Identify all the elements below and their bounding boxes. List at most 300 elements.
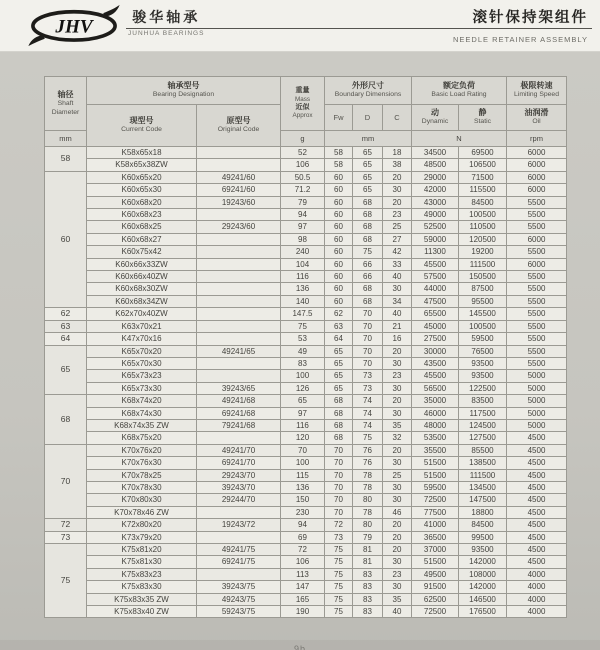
cell-fw: 75	[325, 581, 353, 593]
cell-original-code: 19243/60	[197, 196, 281, 208]
cell-original-code: 49241/75	[197, 544, 281, 556]
table-row	[45, 382, 567, 394]
cell-limiting-speed: 5500	[507, 209, 567, 221]
cell-mass: 126	[281, 382, 325, 394]
cell-d: 68	[353, 233, 383, 245]
cell-dynamic-load: 59000	[412, 233, 459, 245]
cell-dynamic-load: 29000	[412, 171, 459, 183]
cell-dynamic-load: 27500	[412, 333, 459, 345]
cell-static-load: 93500	[459, 357, 507, 369]
cell-limiting-speed: 5000	[507, 370, 567, 382]
cell-original-code	[197, 432, 281, 444]
cell-current-code: K65x70x20	[87, 345, 197, 357]
col-header-fw: Fw	[325, 105, 353, 131]
cell-original-code: 29243/70	[197, 469, 281, 481]
cell-current-code: K58x65x18	[87, 147, 197, 159]
cell-c: 40	[383, 606, 412, 618]
cell-dynamic-load: 56500	[412, 382, 459, 394]
cell-current-code: K62x70x40ZW	[87, 308, 197, 320]
cell-current-code: K65x73x23	[87, 370, 197, 382]
cell-original-code	[197, 258, 281, 270]
cell-fw: 70	[325, 444, 353, 456]
cell-dynamic-load: 52500	[412, 221, 459, 233]
cell-d: 70	[353, 333, 383, 345]
cell-limiting-speed: 4500	[507, 531, 567, 543]
cell-static-load: 83500	[459, 395, 507, 407]
table-row	[45, 345, 567, 357]
cell-current-code: K65x73x30	[87, 382, 197, 394]
cell-limiting-speed: 4500	[507, 519, 567, 531]
cell-limiting-speed: 4500	[507, 457, 567, 469]
cell-mass: 52	[281, 147, 325, 159]
cell-c: 32	[383, 432, 412, 444]
table-row	[45, 432, 567, 444]
cell-d: 75	[353, 432, 383, 444]
cell-dynamic-load: 91500	[412, 581, 459, 593]
cell-limiting-speed: 5500	[507, 196, 567, 208]
cell-d: 68	[353, 283, 383, 295]
cell-limiting-speed: 4500	[507, 444, 567, 456]
cell-static-load: 93500	[459, 544, 507, 556]
table-row	[45, 469, 567, 481]
table-row	[45, 506, 567, 518]
cell-original-code: 69241/60	[197, 184, 281, 196]
cell-limiting-speed: 6000	[507, 233, 567, 245]
cell-c: 23	[383, 209, 412, 221]
cell-mass: 116	[281, 271, 325, 283]
cell-mass: 147.5	[281, 308, 325, 320]
table-row	[45, 556, 567, 568]
cell-d: 80	[353, 494, 383, 506]
cell-mass: 240	[281, 246, 325, 258]
cell-current-code: K70x78x46 ZW	[87, 506, 197, 518]
cell-original-code: 69241/70	[197, 457, 281, 469]
cell-current-code: K75x83x35 ZW	[87, 593, 197, 605]
cell-original-code	[197, 295, 281, 307]
cell-dynamic-load: 53500	[412, 432, 459, 444]
cell-fw: 60	[325, 184, 353, 196]
cell-c: 30	[383, 407, 412, 419]
cell-static-load: 93500	[459, 370, 507, 382]
cell-c: 30	[383, 581, 412, 593]
cell-fw: 75	[325, 593, 353, 605]
cell-fw: 60	[325, 171, 353, 183]
cell-static-load: 124500	[459, 419, 507, 431]
cell-shaft-diameter: 60	[45, 171, 87, 307]
cell-limiting-speed: 5000	[507, 395, 567, 407]
cell-c: 40	[383, 308, 412, 320]
cell-original-code: 49241/70	[197, 444, 281, 456]
cell-current-code: K60x66x40ZW	[87, 271, 197, 283]
cell-limiting-speed: 5000	[507, 419, 567, 431]
cell-original-code: 49241/60	[197, 171, 281, 183]
cell-limiting-speed: 4500	[507, 469, 567, 481]
cell-original-code: 69241/68	[197, 407, 281, 419]
cell-c: 30	[383, 283, 412, 295]
cell-mass: 75	[281, 320, 325, 332]
cell-limiting-speed: 5500	[507, 283, 567, 295]
cell-original-code	[197, 370, 281, 382]
cell-fw: 75	[325, 544, 353, 556]
cell-original-code	[197, 159, 281, 171]
cell-limiting-speed: 6000	[507, 184, 567, 196]
cell-dynamic-load: 77500	[412, 506, 459, 518]
cell-mass: 115	[281, 469, 325, 481]
cell-limiting-speed: 6000	[507, 171, 567, 183]
cell-d: 81	[353, 556, 383, 568]
cell-shaft-diameter: 63	[45, 320, 87, 332]
cell-c: 20	[383, 171, 412, 183]
cell-dynamic-load: 48500	[412, 159, 459, 171]
cell-mass: 147	[281, 581, 325, 593]
cell-c: 34	[383, 295, 412, 307]
cell-d: 74	[353, 395, 383, 407]
cell-dynamic-load: 47500	[412, 295, 459, 307]
cell-current-code: K75x81x30	[87, 556, 197, 568]
cell-fw: 75	[325, 606, 353, 618]
cell-static-load: 87500	[459, 283, 507, 295]
cell-mass: 83	[281, 357, 325, 369]
cell-current-code: K73x79x20	[87, 531, 197, 543]
cell-static-load: 76500	[459, 345, 507, 357]
cell-fw: 75	[325, 556, 353, 568]
col-header-shaft-diameter: 轴径 Shaft Diameter	[45, 77, 87, 131]
cell-current-code: K60x65x30	[87, 184, 197, 196]
cell-c: 38	[383, 159, 412, 171]
cell-fw: 60	[325, 209, 353, 221]
cell-limiting-speed: 5000	[507, 407, 567, 419]
table-row	[45, 184, 567, 196]
cell-dynamic-load: 37000	[412, 544, 459, 556]
cell-original-code: 29243/60	[197, 221, 281, 233]
cell-d: 70	[353, 345, 383, 357]
cell-original-code: 29244/70	[197, 494, 281, 506]
unit-load-n: N	[412, 131, 507, 147]
cell-d: 78	[353, 506, 383, 518]
cell-c: 25	[383, 469, 412, 481]
cell-dynamic-load: 42000	[412, 184, 459, 196]
cell-d: 68	[353, 221, 383, 233]
cell-original-code	[197, 320, 281, 332]
cell-static-load: 108000	[459, 568, 507, 580]
cell-static-load: 117500	[459, 407, 507, 419]
cell-mass: 106	[281, 159, 325, 171]
cell-c: 35	[383, 419, 412, 431]
cell-fw: 60	[325, 283, 353, 295]
table-row	[45, 333, 567, 345]
cell-original-code	[197, 283, 281, 295]
page-title	[453, 6, 588, 44]
cell-limiting-speed: 5000	[507, 382, 567, 394]
cell-static-load: 134500	[459, 481, 507, 493]
cell-fw: 68	[325, 407, 353, 419]
cell-static-load: 99500	[459, 531, 507, 543]
brand-name-cn: 骏华轴承	[132, 9, 201, 25]
logo-text: JHV	[55, 16, 93, 38]
cell-original-code	[197, 308, 281, 320]
cell-limiting-speed: 5500	[507, 246, 567, 258]
table-row	[45, 196, 567, 208]
cell-mass: 98	[281, 233, 325, 245]
cell-static-load: 84500	[459, 519, 507, 531]
cell-original-code	[197, 147, 281, 159]
cell-d: 68	[353, 209, 383, 221]
cell-c: 30	[383, 556, 412, 568]
table-row	[45, 320, 567, 332]
cell-d: 70	[353, 308, 383, 320]
cell-original-code	[197, 333, 281, 345]
cell-d: 74	[353, 407, 383, 419]
cell-shaft-diameter: 58	[45, 147, 87, 172]
cell-d: 78	[353, 469, 383, 481]
table-row	[45, 395, 567, 407]
cell-fw: 60	[325, 196, 353, 208]
cell-static-load: 146500	[459, 593, 507, 605]
cell-static-load: 150500	[459, 271, 507, 283]
cell-d: 83	[353, 568, 383, 580]
cell-dynamic-load: 36500	[412, 531, 459, 543]
cell-fw: 60	[325, 233, 353, 245]
cell-c: 30	[383, 357, 412, 369]
cell-mass: 70	[281, 444, 325, 456]
cell-dynamic-load: 48000	[412, 419, 459, 431]
table-row	[45, 171, 567, 183]
cell-shaft-diameter: 64	[45, 333, 87, 345]
cell-original-code: 79241/68	[197, 419, 281, 431]
cell-c: 23	[383, 568, 412, 580]
cell-original-code: 39243/75	[197, 581, 281, 593]
cell-original-code: 39243/70	[197, 481, 281, 493]
cell-current-code: K63x70x21	[87, 320, 197, 332]
cell-fw: 60	[325, 258, 353, 270]
cell-limiting-speed: 4000	[507, 593, 567, 605]
table-row	[45, 209, 567, 221]
cell-fw: 70	[325, 481, 353, 493]
cell-shaft-diameter: 68	[45, 395, 87, 445]
cell-fw: 60	[325, 221, 353, 233]
cell-fw: 60	[325, 246, 353, 258]
table-row	[45, 147, 567, 159]
cell-d: 81	[353, 544, 383, 556]
cell-c: 20	[383, 395, 412, 407]
table-row	[45, 357, 567, 369]
cell-mass: 71.2	[281, 184, 325, 196]
cell-dynamic-load: 62500	[412, 593, 459, 605]
cell-fw: 70	[325, 494, 353, 506]
table-row	[45, 308, 567, 320]
col-header-original-code: 原型号 Original Code	[197, 105, 281, 147]
unit-speed-rpm: rpm	[507, 131, 567, 147]
table-row	[45, 221, 567, 233]
cell-d: 68	[353, 295, 383, 307]
col-header-mass: 重量 Mass 近似 Approx	[281, 77, 325, 131]
cell-dynamic-load: 72500	[412, 606, 459, 618]
cell-dynamic-load: 51500	[412, 457, 459, 469]
unit-boundary-mm: mm	[325, 131, 412, 147]
cell-mass: 94	[281, 519, 325, 531]
cell-limiting-speed: 4000	[507, 568, 567, 580]
cell-dynamic-load: 45500	[412, 370, 459, 382]
brand-block	[128, 7, 204, 37]
cell-mass: 104	[281, 258, 325, 270]
cell-current-code: K65x70x30	[87, 357, 197, 369]
cell-c: 20	[383, 544, 412, 556]
cell-dynamic-load: 44000	[412, 283, 459, 295]
cell-dynamic-load: 43000	[412, 196, 459, 208]
cell-dynamic-load: 41000	[412, 519, 459, 531]
col-header-limiting-speed: 极限转速 Limiting Speed	[507, 77, 567, 105]
table-row	[45, 606, 567, 618]
cell-mass: 69	[281, 531, 325, 543]
cell-original-code	[197, 506, 281, 518]
cell-d: 74	[353, 419, 383, 431]
cell-static-load: 142000	[459, 581, 507, 593]
cell-c: 21	[383, 320, 412, 332]
cell-shaft-diameter: 72	[45, 519, 87, 531]
cell-dynamic-load: 51500	[412, 556, 459, 568]
cell-original-code: 49243/75	[197, 593, 281, 605]
cell-fw: 70	[325, 469, 353, 481]
cell-limiting-speed: 5500	[507, 333, 567, 345]
cell-d: 76	[353, 444, 383, 456]
cell-original-code: 39243/65	[197, 382, 281, 394]
cell-mass: 100	[281, 370, 325, 382]
cell-static-load: 84500	[459, 196, 507, 208]
cell-current-code: K72x80x20	[87, 519, 197, 531]
cell-dynamic-load: 35000	[412, 395, 459, 407]
cell-d: 68	[353, 196, 383, 208]
cell-current-code: K60x65x20	[87, 171, 197, 183]
cell-limiting-speed: 4000	[507, 606, 567, 618]
cell-static-load: 85500	[459, 444, 507, 456]
cell-current-code: K75x83x23	[87, 568, 197, 580]
cell-d: 66	[353, 258, 383, 270]
unit-shaft-mm: mm	[45, 131, 87, 147]
cell-fw: 65	[325, 370, 353, 382]
cell-current-code: K60x68x20	[87, 196, 197, 208]
cell-current-code: K58x65x38ZW	[87, 159, 197, 171]
col-header-static: 静 Static	[459, 105, 507, 131]
cell-current-code: K70x78x25	[87, 469, 197, 481]
cell-fw: 68	[325, 419, 353, 431]
cell-static-load: 122500	[459, 382, 507, 394]
cell-current-code: K60x66x33ZW	[87, 258, 197, 270]
cell-original-code	[197, 209, 281, 221]
cell-mass: 113	[281, 568, 325, 580]
cell-fw: 60	[325, 295, 353, 307]
cell-dynamic-load: 11300	[412, 246, 459, 258]
cell-mass: 65	[281, 395, 325, 407]
cell-fw: 70	[325, 506, 353, 518]
cell-fw: 72	[325, 519, 353, 531]
table-row	[45, 370, 567, 382]
cell-c: 20	[383, 345, 412, 357]
cell-d: 65	[353, 171, 383, 183]
cell-static-load: 106500	[459, 159, 507, 171]
unit-mass-g: g	[281, 131, 325, 147]
cell-static-load: 69500	[459, 147, 507, 159]
brand-name-en: JUNHUA BEARINGS	[128, 30, 205, 37]
cell-d: 70	[353, 357, 383, 369]
cell-static-load: 111500	[459, 258, 507, 270]
cell-static-load: 111500	[459, 469, 507, 481]
cell-current-code: K60x75x42	[87, 246, 197, 258]
cell-dynamic-load: 46000	[412, 407, 459, 419]
cell-original-code: 69241/75	[197, 556, 281, 568]
cell-c: 23	[383, 370, 412, 382]
cell-mass: 136	[281, 481, 325, 493]
catalog-sheet	[0, 52, 600, 650]
cell-fw: 63	[325, 320, 353, 332]
cell-d: 65	[353, 147, 383, 159]
logo-swoosh-icon	[28, 4, 120, 46]
cell-limiting-speed: 4500	[507, 556, 567, 568]
cell-original-code: 59243/75	[197, 606, 281, 618]
cell-limiting-speed: 4000	[507, 581, 567, 593]
cell-d: 66	[353, 271, 383, 283]
cell-limiting-speed: 6000	[507, 258, 567, 270]
cell-c: 42	[383, 246, 412, 258]
cell-mass: 72	[281, 544, 325, 556]
cell-static-load: 18800	[459, 506, 507, 518]
cell-fw: 62	[325, 308, 353, 320]
col-header-d: D	[353, 105, 383, 131]
cell-original-code: 19243/72	[197, 519, 281, 531]
cell-dynamic-load: 34500	[412, 147, 459, 159]
table-row	[45, 444, 567, 456]
table-body	[45, 147, 567, 618]
cell-shaft-diameter: 62	[45, 308, 87, 320]
cell-dynamic-load: 45000	[412, 320, 459, 332]
cell-shaft-diameter: 65	[45, 345, 87, 395]
cell-static-load: 147500	[459, 494, 507, 506]
cell-limiting-speed: 4500	[507, 506, 567, 518]
cell-limiting-speed: 4500	[507, 432, 567, 444]
cell-d: 65	[353, 159, 383, 171]
cell-current-code: K60x68x23	[87, 209, 197, 221]
cell-static-load: 120500	[459, 233, 507, 245]
col-header-c: C	[383, 105, 412, 131]
cell-c: 20	[383, 531, 412, 543]
col-header-boundary-dimensions: 外形尺寸 Boundary Dimensions	[325, 77, 412, 105]
cell-mass: 165	[281, 593, 325, 605]
cell-current-code: K60x68x30ZW	[87, 283, 197, 295]
cell-static-load: 142000	[459, 556, 507, 568]
cell-c: 35	[383, 593, 412, 605]
cell-static-load: 115500	[459, 184, 507, 196]
cell-original-code	[197, 246, 281, 258]
table-row	[45, 593, 567, 605]
cell-c: 20	[383, 444, 412, 456]
cell-dynamic-load: 49000	[412, 209, 459, 221]
cell-c: 33	[383, 258, 412, 270]
cell-dynamic-load: 30000	[412, 345, 459, 357]
cell-fw: 75	[325, 568, 353, 580]
cell-mass: 97	[281, 221, 325, 233]
cell-limiting-speed: 4500	[507, 544, 567, 556]
cell-fw: 65	[325, 345, 353, 357]
table-row	[45, 295, 567, 307]
cell-current-code: K60x68x25	[87, 221, 197, 233]
cell-limiting-speed: 5500	[507, 308, 567, 320]
cell-mass: 79	[281, 196, 325, 208]
table-row	[45, 531, 567, 543]
cell-c: 30	[383, 457, 412, 469]
table-row	[45, 271, 567, 283]
cell-current-code: K68x74x30	[87, 407, 197, 419]
cell-original-code	[197, 233, 281, 245]
cell-original-code	[197, 271, 281, 283]
